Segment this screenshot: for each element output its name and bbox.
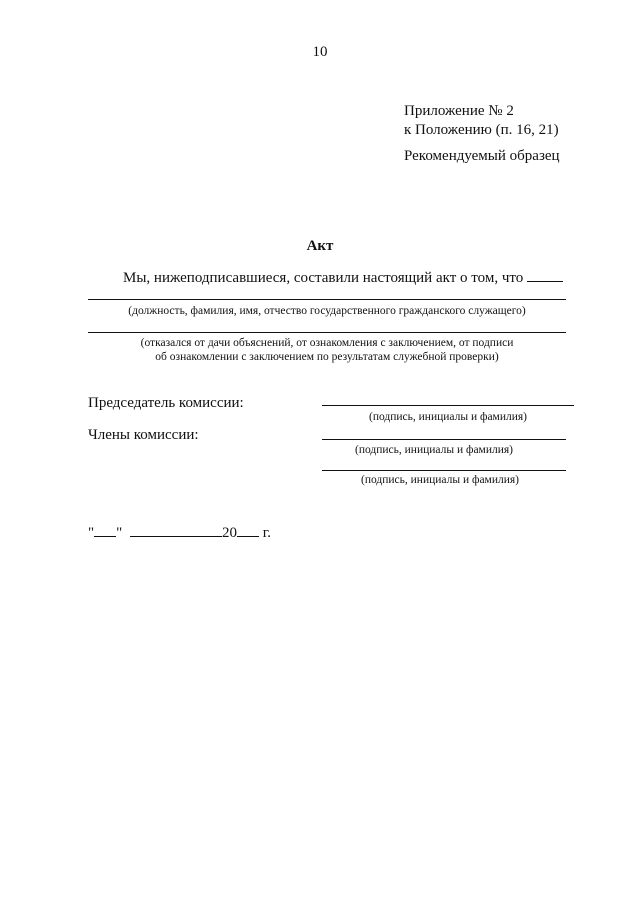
- year-prefix: 20: [222, 525, 237, 541]
- chairman-signature-line: [322, 405, 574, 406]
- act-intro: [123, 269, 563, 287]
- employee-name-caption: (должность, фамилия, имя, отчество государственного гражданского служащего): [128, 305, 526, 317]
- employee-name-line: [88, 299, 566, 300]
- member1-signature-line: [322, 439, 566, 440]
- chairman-signature-caption: (подпись, инициалы и фамилия): [368, 411, 527, 423]
- appendix-number: Приложение № 2: [404, 103, 514, 119]
- refusal-caption-line1: (отказался от дачи объяснений, от ознакомления с заключением, от подписи: [140, 337, 514, 349]
- member2-signature-caption: (подпись, инициалы и фамилия): [360, 474, 519, 486]
- refusal-line: [88, 332, 566, 333]
- member1-signature-caption: (подпись, инициалы и фамилия): [354, 444, 513, 456]
- act-title: Акт: [306, 238, 334, 254]
- date-quote-close: ": [116, 525, 123, 541]
- page-number: 10: [312, 44, 328, 60]
- refusal-caption: [88, 336, 566, 364]
- year-suffix: г.: [262, 525, 271, 541]
- appendix-header: [404, 102, 559, 140]
- chairman-label: Председатель комиссии:: [88, 395, 244, 411]
- year-blank: [237, 524, 259, 537]
- date-quote-open: ": [88, 525, 95, 541]
- recommended-sample-note: Рекомендуемый образец: [404, 148, 560, 164]
- intro-blank-line: [527, 269, 563, 282]
- day-blank: [94, 524, 116, 537]
- member2-signature-line: [322, 470, 566, 471]
- date-line: [88, 524, 271, 542]
- month-blank: [130, 524, 222, 537]
- act-intro-text: Мы, нижеподписавшиеся, составили настоящий акт о том, что: [123, 270, 524, 286]
- refusal-caption-line2: об ознакомлении с заключением по результатам служебной проверки): [155, 351, 499, 363]
- appendix-reference: к Положению (п. 16, 21): [404, 122, 559, 138]
- members-label: Члены комиссии:: [88, 427, 199, 443]
